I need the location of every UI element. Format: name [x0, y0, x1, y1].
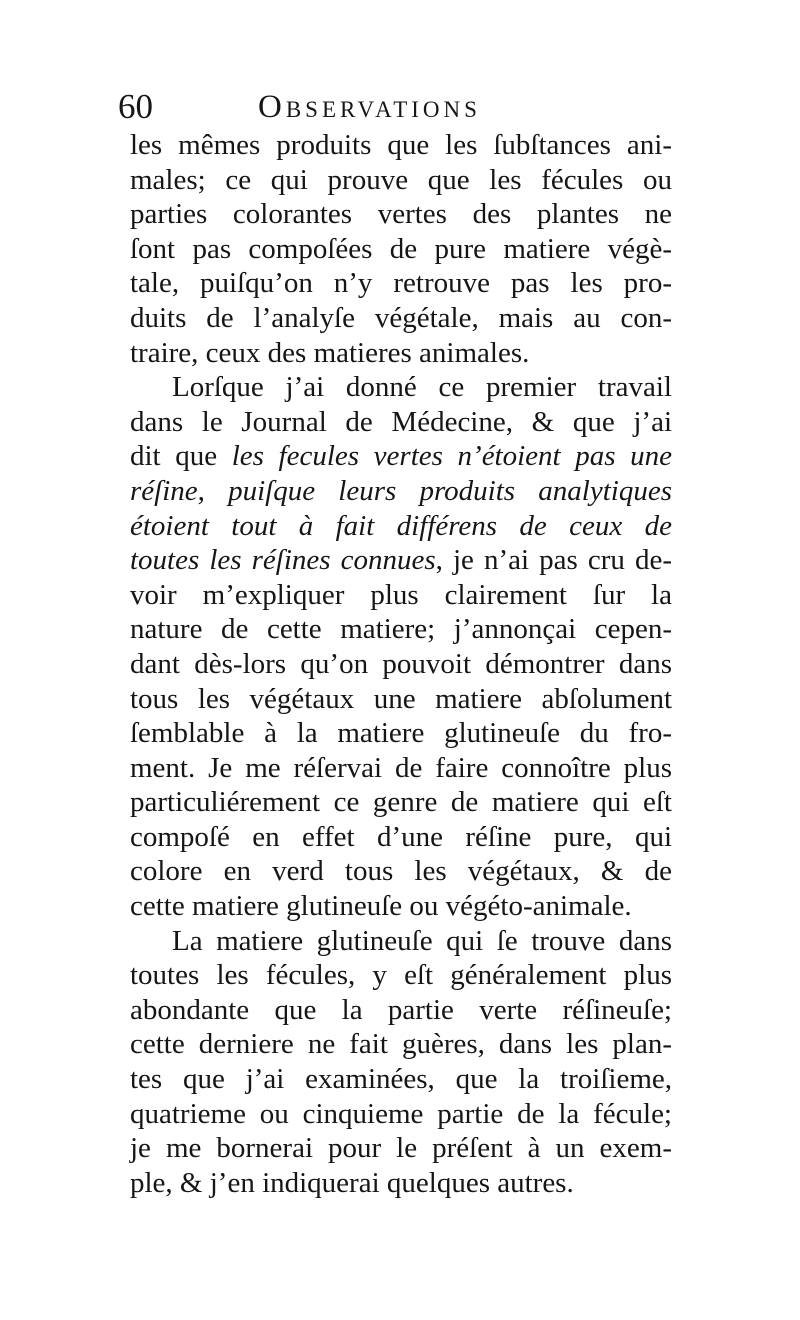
text-line — [130, 647, 672, 682]
text-line — [130, 612, 672, 647]
line-text: La matiere glutineuſe qui ſe trouve dans — [172, 924, 672, 957]
text-line — [130, 163, 672, 198]
line-text: toutes les fécules, y eſt généralement plus — [130, 959, 672, 992]
running-head: Observations — [258, 89, 481, 125]
line-text: cette matiere glutineuſe ou végéto-animale. — [130, 890, 632, 923]
text-line — [130, 1062, 672, 1097]
text-line — [130, 1097, 672, 1132]
text-line — [130, 854, 672, 889]
body-text — [130, 128, 672, 1200]
text-line — [130, 958, 672, 993]
line-text: dant dès-lors qu’on pouvoit démontrer dans — [130, 647, 672, 680]
text-line — [130, 889, 672, 924]
line-text: quatrieme ou cinquieme partie de la fécule; — [130, 1097, 672, 1130]
line-text: males; ce qui prouve que les fécules ou — [130, 163, 672, 196]
text-line — [130, 336, 672, 371]
line-text: dans le Journal de Médecine, & que j’ai — [130, 405, 672, 438]
text-line — [130, 1166, 672, 1201]
text-line — [130, 439, 672, 474]
line-text: particuliérement ce genre de matiere qui eſt — [130, 786, 672, 819]
page-header — [118, 84, 678, 130]
line-text: , je n’ai pas cru de- — [435, 544, 672, 577]
text-line — [130, 509, 672, 544]
text-line — [130, 716, 672, 751]
line-text: ſont pas compoſées de pure matiere végè- — [130, 232, 672, 265]
line-text: dit que — [130, 440, 232, 473]
page-number: 60 — [118, 87, 153, 126]
line-text: colore en verd tous les végétaux, & de — [130, 855, 672, 888]
text-line — [130, 266, 672, 301]
text-line — [130, 474, 672, 509]
line-text: abondante que la partie verte réſineuſe; — [130, 993, 672, 1026]
text-line — [130, 197, 672, 232]
text-line — [130, 370, 672, 405]
line-text: Lorſque j’ai donné ce premier travail — [172, 371, 672, 404]
text-line — [130, 128, 672, 163]
line-text: tous les végétaux une matiere abſolument — [130, 682, 672, 715]
text-line — [130, 993, 672, 1028]
line-text: ment. Je me réſervai de faire connoître plus — [130, 751, 672, 784]
line-text: tale, puiſqu’on n’y retrouve pas les pro- — [130, 267, 672, 300]
line-text: tes que j’ai examinées, que la troiſieme, — [130, 1063, 672, 1096]
line-italic-text: étoient tout à fait différens de ceux de — [130, 509, 672, 542]
line-text: ſemblable à la matiere glutineuſe du fro- — [130, 717, 672, 750]
line-italic-text: toutes les réſines connues — [130, 544, 436, 577]
text-line — [130, 578, 672, 613]
text-line — [130, 785, 672, 820]
text-line — [130, 543, 672, 578]
text-line — [130, 820, 672, 855]
text-line — [130, 1131, 672, 1166]
line-italic-text: les fecules vertes n’étoient pas une — [231, 440, 672, 473]
text-line — [130, 301, 672, 336]
line-text: traire, ceux des matieres animales. — [130, 336, 530, 369]
line-text: compoſé en effet d’une réſine pure, qui — [130, 820, 672, 853]
text-line — [130, 924, 672, 959]
line-text: nature de cette matiere; j’annonçai cepen- — [130, 613, 672, 646]
text-line — [130, 232, 672, 267]
line-italic-text: réſine, puiſque leurs produits analytiques — [130, 474, 672, 507]
line-text: parties colorantes vertes des plantes ne — [130, 198, 672, 231]
line-text: je me bornerai pour le préſent à un exem- — [130, 1132, 672, 1165]
text-line — [130, 682, 672, 717]
line-text: ple, & j’en indiquerai quelques autres. — [130, 1166, 574, 1199]
text-line — [130, 405, 672, 440]
line-text: les mêmes produits que les ſubſtances ani- — [130, 129, 672, 161]
text-line — [130, 751, 672, 786]
text-line — [130, 1027, 672, 1062]
line-text: cette derniere ne fait guères, dans les plan- — [130, 1028, 672, 1061]
line-text: duits de l’analyſe végétale, mais au con- — [130, 301, 672, 334]
line-text: voir m’expliquer plus clairement ſur la — [130, 578, 672, 611]
